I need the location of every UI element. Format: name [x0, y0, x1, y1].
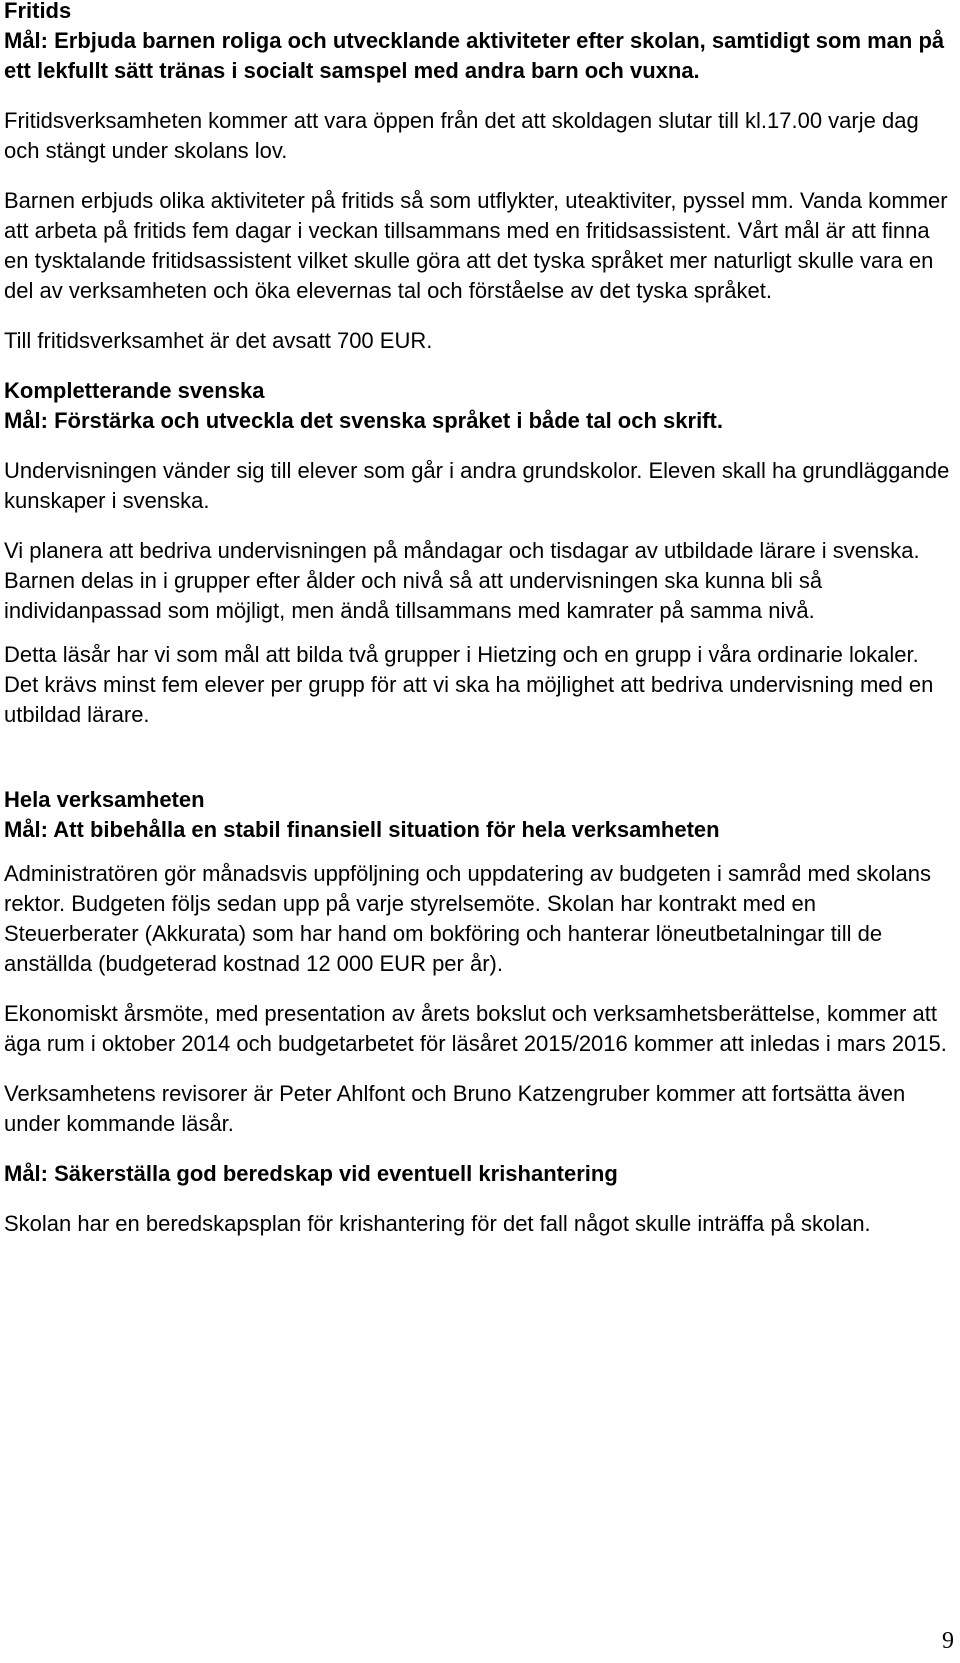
paragraph-fritids-hours: Fritidsverksamheten kommer att vara öppen från det att skoldagen slutar till kl.17.00 varje dag och stängt under skolans lov. [4, 108, 919, 163]
section-heading-fritids: Fritids [4, 0, 72, 23]
paragraph-krishantering: Skolan har en beredskapsplan för krishantering för det fall något skulle inträffa på skolan. [4, 1211, 871, 1236]
goal-hela: Mål: Att bibehålla en stabil finansiell situation för hela verksamheten [4, 817, 720, 842]
goal-fritids: Mål: Erbjuda barnen roliga och utvecklande aktiviteter efter skolan, samtidigt som man på ett lekfullt sätt tränas i socialt samspel med andra barn och vuxna. [4, 28, 945, 83]
paragraph-svenska-groups: Detta läsår har vi som mål att bilda två grupper i Hietzing och en grupp i våra ordinarie lokaler. Det krävs minst fem elever per grupp för att vi ska ha möjlighet att bedriva undervisning med en utbildad lärare. [4, 642, 934, 727]
paragraph-svenska-plan: Vi planera att bedriva undervisningen på måndagar och tisdagar av utbildade lärare i svenska. Barnen delas in i grupper efter ålder och nivå så att undervisningen ska kunna bli så individanpassad som möjligt, men ändå tillsammans med kamrater på samma nivå. [4, 538, 920, 623]
paragraph-hela-auditors: Verksamhetens revisorer är Peter Ahlfont och Bruno Katzengruber kommer att fortsätta även under kommande läsår. [4, 1081, 906, 1136]
paragraph-hela-administration: Administratören gör månadsvis uppföljning och uppdatering av budgeten i samråd med skolans rektor. Budgeten följs sedan upp på varje styrelsemöte. Skolan har kontrakt med en Steuerberater (Akkurata) som har hand om bokföring och hanterar löneutbetalningar till de anställda (budgeterad kostnad 12 000 EUR per år). [4, 861, 931, 976]
page-number: 9 [942, 1628, 954, 1654]
goal-krishantering: Mål: Säkerställa god beredskap vid eventuell krishantering [4, 1161, 618, 1186]
paragraph-hela-annual-meeting: Ekonomiskt årsmöte, med presentation av årets bokslut och verksamhetsberättelse, kommer att äga rum i oktober 2014 och budgetarbetet för läsåret 2015/2016 kommer att inledas i mars 2015. [4, 1001, 947, 1056]
section-heading-hela: Hela verksamheten [4, 787, 205, 812]
section-heading-svenska: Kompletterande svenska [4, 378, 265, 403]
paragraph-fritids-activities: Barnen erbjuds olika aktiviteter på fritids så som utflykter, uteaktiviter, pyssel mm. Vanda kommer att arbeta på fritids fem dagar i veckan tillsammans med en fritidsassistent. Vårt mål är att finna en tysktalande fritidsassistent vilket skulle göra att det tyska språket mer naturligt skulle vara en del av verksamheten och öka elevernas tal och förståelse av det tyska språket. [4, 188, 948, 303]
goal-svenska: Mål: Förstärka och utveckla det svenska språket i både tal och skrift. [4, 408, 723, 433]
paragraph-fritids-budget: Till fritidsverksamhet är det avsatt 700 EUR. [4, 328, 433, 353]
document-page [4, 0, 952, 1239]
paragraph-svenska-target: Undervisningen vänder sig till elever som går i andra grundskolor. Eleven skall ha grundläggande kunskaper i svenska. [4, 458, 950, 513]
